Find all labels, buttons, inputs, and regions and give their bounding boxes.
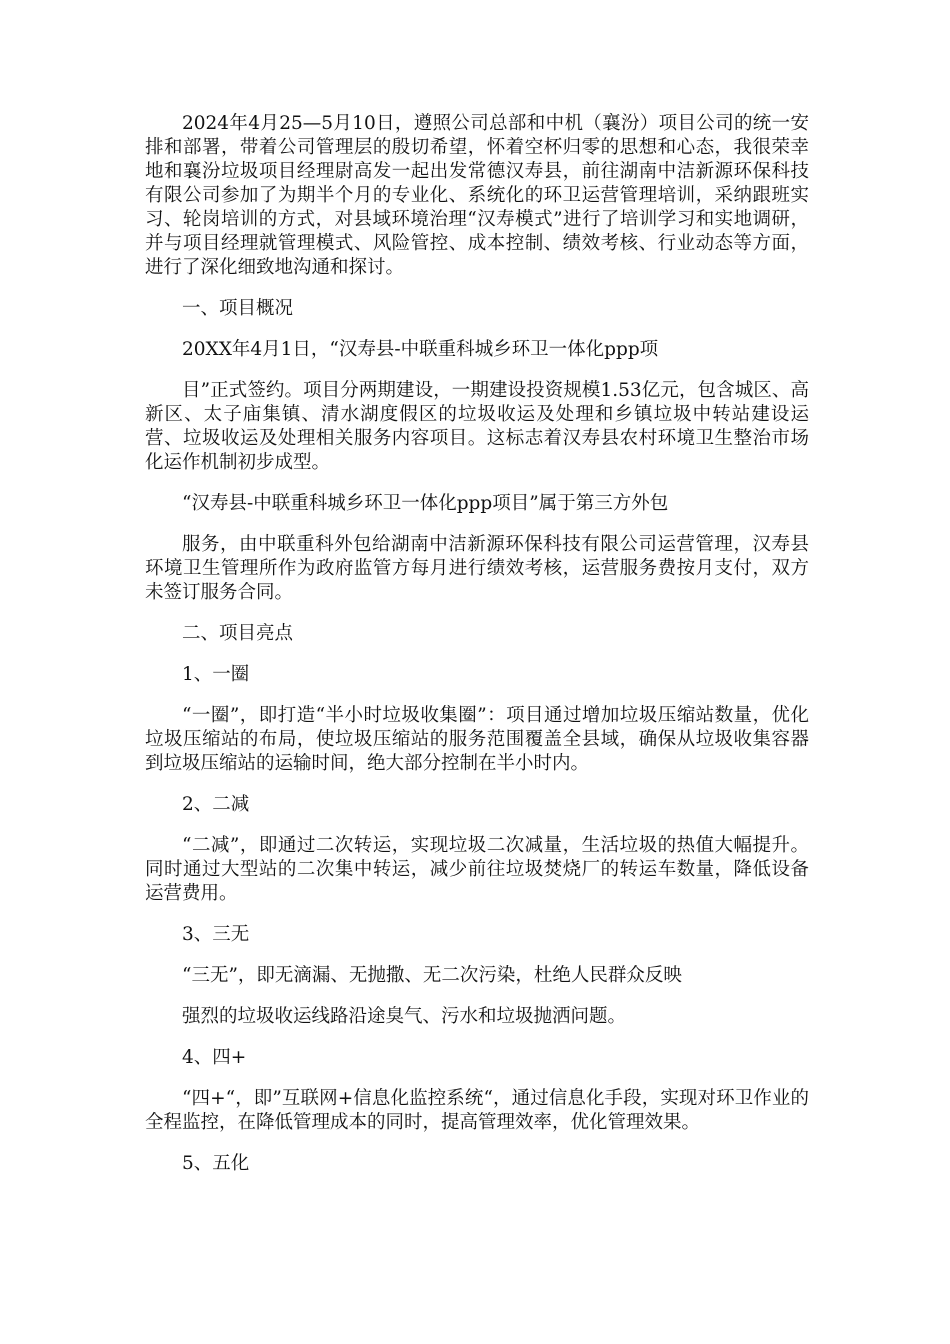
overview-paragraph-body: 目”正式签约。项目分两期建设，一期建设投资规模1.53亿元，包含城区、高新区、太子庙集镇、清水湖度假区的垃圾收运及处理和乡镇垃圾中转站建设运营、垃圾收运及处理相关服务内容项目。这标志着汉寿县农村环境卫生整治市场化运作机制初步成型。 [145,380,809,473]
document-body [145,112,809,1193]
subheading-three-none: 3、三无 [182,924,250,945]
three-none-paragraph-line-1: “三无”，即无滴漏、无抛撒、无二次污染，杜绝人民群众反映 [182,965,682,986]
overview-paragraph-line-1: 20XX年4月1日，“汉寿县-中联重科城乡环卫一体化ppp项 [182,339,659,360]
subheading-two-reduction: 2、二减 [182,794,250,815]
section-heading-highlights: 二、项目亮点 [182,623,294,644]
one-circle-paragraph: “一圈”，即打造“半小时垃圾收集圈”：项目通过增加垃圾压缩站数量，优化垃圾压缩站的布局，使垃圾压缩站的服务范围覆盖全县域，确保从垃圾收集容器到垃圾压缩站的运输时间，绝大部分控制在半小时内。 [145,705,809,774]
subheading-one-circle: 1、一圈 [182,664,250,685]
three-none-paragraph-line-2: 强烈的垃圾收运线路沿途臭气、污水和垃圾抛洒问题。 [182,1006,627,1027]
two-reduction-paragraph: “二减”，即通过二次转运，实现垃圾二次减量，生活垃圾的热值大幅提升。同时通过大型站的二次集中转运，减少前往垃圾焚烧厂的转运车数量，降低设备运营费用。 [145,835,809,904]
four-plus-paragraph: “四+“，即”互联网+信息化监控系统“，通过信息化手段，实现对环卫作业的全程监控，在降低管理成本的同时，提高管理效率，优化管理效果。 [145,1088,809,1133]
intro-paragraph: 2024年4月25—5月10日，遵照公司总部和中机（襄汾）项目公司的统一安排和部署，带着公司管理层的殷切希望，怀着空杯归零的思想和心态，我很荣幸地和襄汾垃圾项目经理尉高发一起出发常德汉寿县，前往湖南中洁新源环保科技有限公司参加了为期半个月的专业化、系统化的环卫运营管理培训，采纳跟班实习、轮岗培训的方式，对县域环境治理“汉寿模式”进行了培训学习和实地调研，并与项目经理就管理模式、风险管控、成本控制、绩效考核、行业动态等方面，进行了深化细致地沟通和探讨。 [145,113,809,278]
outsourcing-paragraph-line-1: “汉寿县-中联重科城乡环卫一体化ppp项目”属于第三方外包 [182,493,669,514]
outsourcing-paragraph-body: 服务，由中联重科外包给湖南中洁新源环保科技有限公司运营管理，汉寿县环境卫生管理所作为政府监管方每月进行绩效考核，运营服务费按月支付，双方未签订服务合同。 [145,534,809,603]
subheading-four-plus: 4、四+ [182,1047,247,1068]
subheading-five-transformations: 5、五化 [182,1153,250,1174]
section-heading-project-overview: 一、项目概况 [182,298,294,319]
